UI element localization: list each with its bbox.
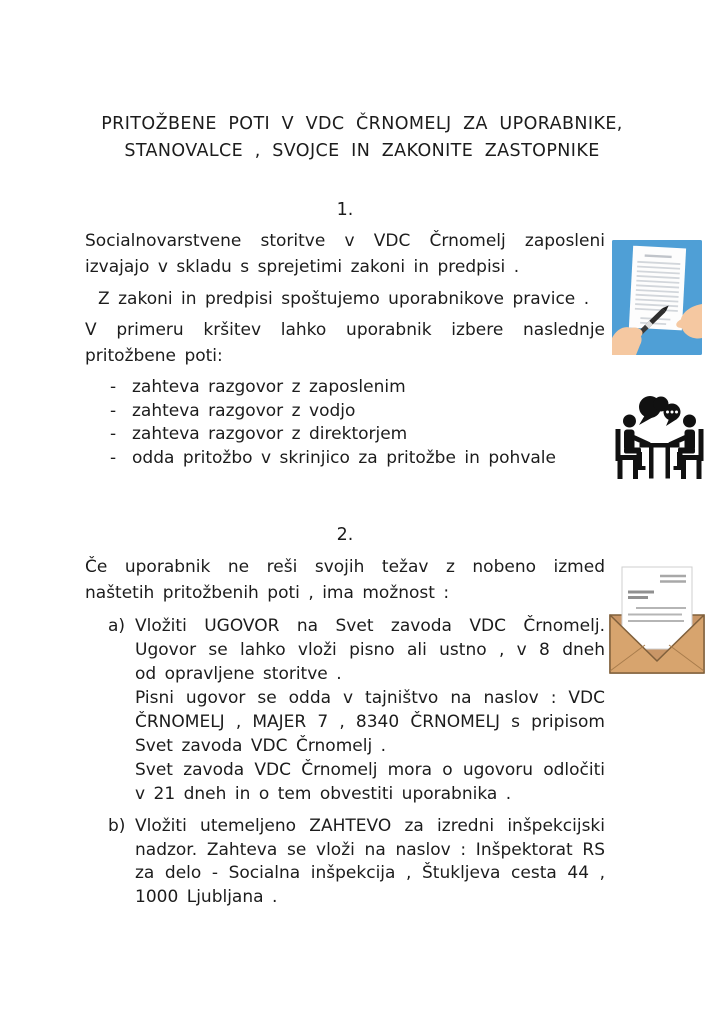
- line-text: zahteva razgovor z vodjo: [132, 400, 356, 421]
- signing-document-svg: [612, 240, 702, 355]
- line-text: ČRNOMELJ , MAJER 7 , 8340 ČRNOMELJ s pripisom: [135, 712, 605, 732]
- line-text: zahteva razgovor z direktorjem: [132, 424, 408, 444]
- text-line: [85, 554, 605, 580]
- line-text: Z zakoni in predpisi spoštujemo uporabnikove pravice .: [98, 289, 590, 309]
- line-text: izvajajo v skladu s sprejetimi zakoni in predpisi .: [85, 257, 520, 277]
- list-marker: -: [110, 447, 117, 468]
- section-1-paragraph-3: [85, 317, 605, 369]
- text-line: [110, 423, 605, 447]
- line-text: odda pritožbo v skrinjico za pritožbe in pohvale: [132, 447, 556, 468]
- text-line: [85, 254, 605, 280]
- text-line: [135, 638, 605, 662]
- line-text: v 21 dneh in o tem obvestiti uporabnika .: [135, 784, 512, 804]
- line-text: naštetih pritožbenih poti , ima možnost :: [85, 583, 450, 603]
- line-text: V primeru kršitev lahko uporabnik izbere naslednje: [85, 320, 605, 340]
- section-1-paragraph-2: [85, 286, 605, 312]
- text-line: [135, 862, 605, 886]
- list-item-a: [85, 614, 605, 806]
- section-1-paragraph-1: [85, 228, 605, 280]
- list-item-b: [85, 815, 605, 909]
- text-line: [135, 758, 605, 782]
- list-marker: -: [110, 400, 117, 421]
- conversation-table-svg: [612, 394, 707, 482]
- line-text: STANOVALCE , SVOJCE IN ZAKONITE ZASTOPNIKE: [124, 141, 600, 161]
- text-line: [0, 111, 724, 138]
- line-text: Vložiti utemeljeno ZAHTEVO za izredni inšpekcijski: [135, 816, 605, 836]
- text-line: [135, 710, 605, 734]
- text-line: [85, 228, 605, 254]
- line-text: od opravljene storitve .: [135, 664, 342, 684]
- text-line: [135, 662, 605, 686]
- conversation-table-icon: [612, 394, 707, 482]
- text-line: [135, 839, 605, 863]
- line-text: pritožbene poti:: [85, 346, 223, 366]
- text-line: [110, 400, 605, 424]
- list-marker: a): [108, 616, 126, 636]
- text-line: [135, 734, 605, 758]
- text-line: [85, 343, 605, 369]
- text-line: [135, 782, 605, 806]
- text-line: [85, 286, 605, 312]
- complaint-options-list: [85, 376, 605, 470]
- line-text: Ugovor se lahko vloži pisno ali ustno , v 8 dneh: [135, 640, 605, 660]
- line-text: Vložiti UGOVOR na Svet zavoda VDC Črnomelj.: [135, 616, 605, 636]
- text-line: [110, 376, 605, 400]
- open-envelope-illustration: [607, 565, 707, 675]
- line-text: Svet zavoda VDC Črnomelj .: [135, 736, 387, 756]
- line-text: nadzor. Zahteva se vloži na naslov : Inšpektorat RS: [135, 839, 605, 860]
- page-title: [0, 111, 724, 165]
- line-text: za delo - Socialna inšpekcija , Štukljeva cesta 44 ,: [135, 863, 605, 883]
- text-line: [108, 815, 605, 839]
- table-icon: [640, 443, 680, 479]
- line-text: Če uporabnik ne reši svojih težav z nobeno izmed: [85, 557, 605, 577]
- section-2-number: 2.: [336, 525, 354, 545]
- list-marker: -: [110, 424, 117, 444]
- section-2-intro: [85, 554, 605, 606]
- text-line: [108, 614, 605, 638]
- signing-document-illustration: [612, 240, 702, 355]
- open-envelope-svg: [607, 565, 707, 675]
- line-text: zahteva razgovor z zaposlenim: [132, 377, 406, 397]
- list-marker: b): [108, 816, 126, 836]
- speech-bubble-icon: [639, 396, 681, 426]
- line-text: Socialnovarstvene storitve v VDC Črnomelj zaposleni: [85, 231, 605, 251]
- text-line: [135, 686, 605, 710]
- text-line: [0, 138, 724, 165]
- list-marker: -: [110, 377, 117, 397]
- text-line: [135, 886, 605, 910]
- text-line: [85, 580, 605, 606]
- text-line: [85, 317, 605, 343]
- line-text: Pisni ugovor se odda v tajništvo na naslov : VDC: [135, 688, 605, 708]
- line-text: 1000 Ljubljana .: [135, 886, 278, 907]
- line-text: Svet zavoda VDC Črnomelj mora o ugovoru odločiti: [135, 760, 605, 780]
- section-1-number: 1.: [336, 200, 354, 220]
- text-line: [110, 447, 605, 471]
- line-text: PRITOŽBENE POTI V VDC ČRNOMELJ ZA UPORABNIKE,: [101, 114, 623, 134]
